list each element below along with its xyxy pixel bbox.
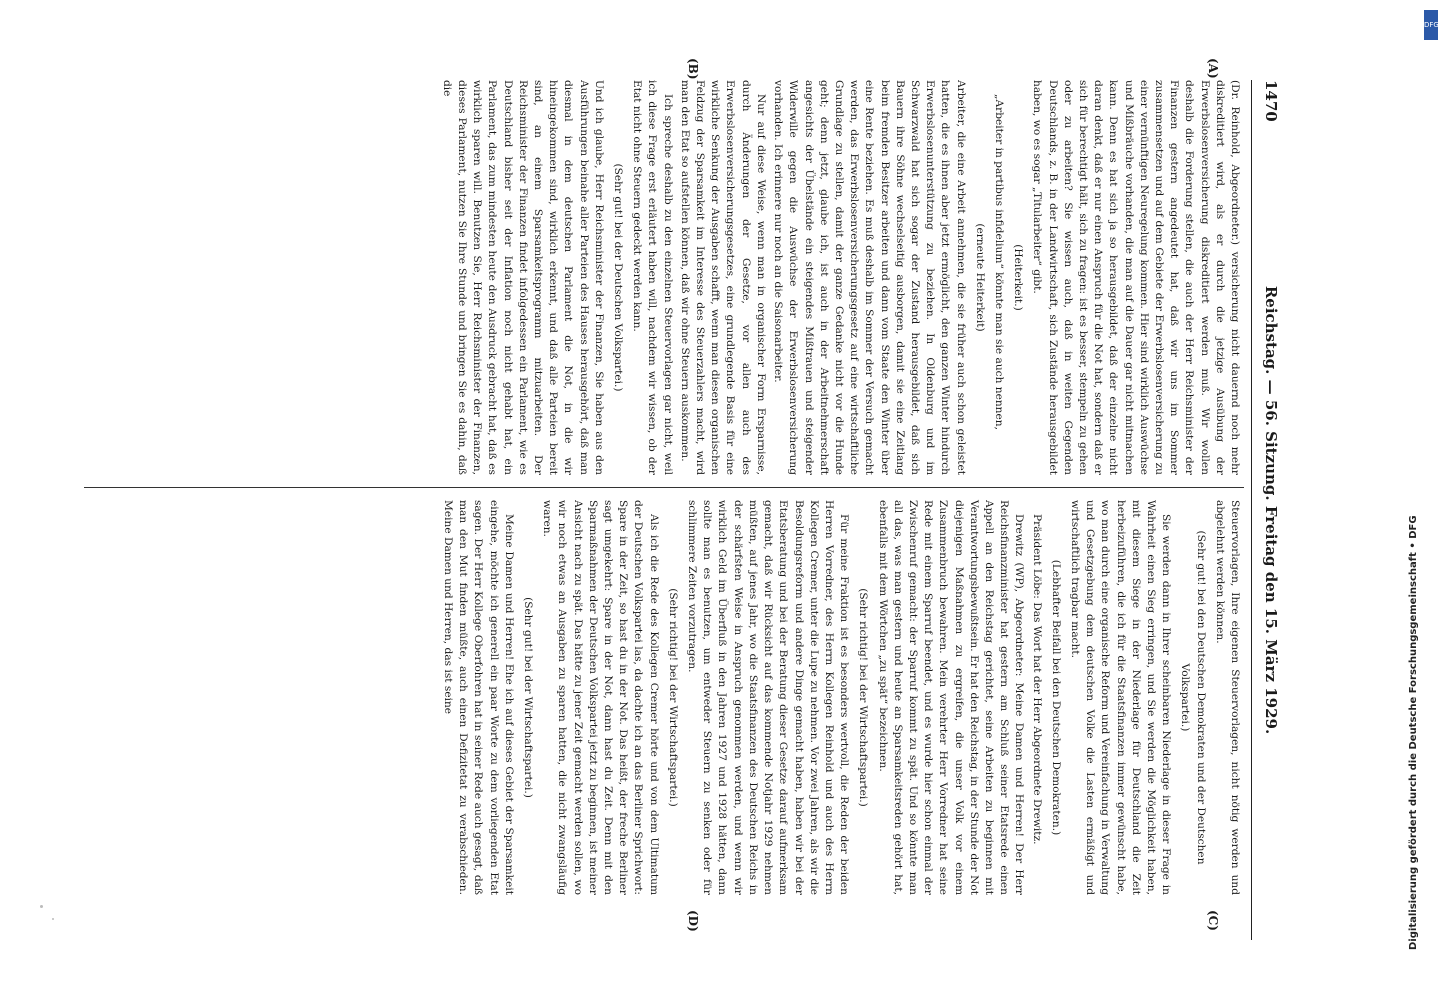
- left-text-column: [82, 80, 1242, 475]
- paragraph: Ich spreche deshalb zu den einzelnen Steuervorlagen gar nicht, weil ich diese Frage erst erläutert haben will, nachdem wir wissen, ob der Etat nicht ohne Steuern gedeckt werden kann.: [631, 80, 674, 475]
- paragraph: Sie werden dann in Ihrer scheinbaren Niederlage in dieser Frage in Wahrheit einen Sieg erringen, und Sie werden die Möglichkeit haben, mit diesem Siege in der Niederlage für Deutschland die Zeit herbeizuführen, die ich für die Staatsfinanzen immer gewünscht habe, wo man durch eine organische Reform und Vereinfachung in Verwaltung und Gesetzgebung dem deutschen Volke die Lasten ermäßigt und wirtschaftlich tragbar macht.: [1068, 500, 1173, 895]
- paragraph: Drewitz (WP), Abgeordneter: Meine Damen und Herren! Der Herr Reichsfinanzminister hat gestern am Schluß seiner Etatsrede einen Appell an den Reichstag gerichtet, seine Arbeiten zu beginnen mit Verantwortungsbewußtsein. Er hat den Reichstag, in der Stunde der Not diejenigen Maßnahmen zu ergreifen, die unser Volk vor einem Zusammenbruch bewahren. Mein verehrter Herr Vorredner hat seine Rede mit einem Sparruf beendet, und es wurde hier schon einmal der Zwischenruf gemacht: der Sparruf kommt zu spät. Und so könnte man all das, was man gestern und heute an Sparsamkeitsreden gehört hat, ebenfalls mit dem Wörtchen „zu spät“ bezeichnen.: [876, 500, 1026, 895]
- page-number: 1470: [1262, 80, 1280, 122]
- right-text-column: [82, 500, 1242, 895]
- interjection: (Heiterkeit.): [1012, 244, 1025, 311]
- interjection: (Sehr gut! bei der Wirtschaftspartei.): [522, 597, 535, 798]
- paragraph: Meine Damen und Herren! Ehe ich auf dieses Gebiet der Sparsamkeit eingehe, möchte ich generell ein paar Worte zu dem vorliegenden Etat sagen. Der Herr Kollege Oberfohren hat in seiner Rede auch gesagt, daß man den Mut finden müßte, auch einen Defizitetat zu verabschieden. Meine Damen und Herren, das ist seine: [442, 500, 515, 895]
- dfg-logo: DFG: [1424, 10, 1438, 40]
- document-page: [60, 58, 1290, 940]
- paragraph: Arbeiter, die eine Arbeit annehmen, die sie früher auch schon geleistet hatten, die es ihnen aber jetzt ermöglicht, den ganzen Winter hindurch Erwerbslosenunterstützung zu beziehen. In Oldenburg und im Schwarzwald hat sich sogar der Zustand herausgebildet, daß sich Bauern ihre Söhne wechselseitig ausborgen, damit sie eine Zeitlang beim fremden Besitzer arbeiten und dann vom Staate den Winter über eine Rente beziehen. Es muß deshalb im Sommer der Versuch gemacht werden, das Erwerbslosenversicherungsgesetz auf eine wirtschaftliche Grundlage zu stellen, damit der ganze Gedanke nicht vor die Hunde geht; denn jetzt, glaube ich, ist auch in der Arbeitnehmerschaft angesichts der Übelstände ein steigendes Mißtrauen und steigender Widerwille gegen die Auswüchse der Erwerbslosenversicherung vorhanden. Ich erinnere nur noch an die Saisonarbeiter.: [772, 80, 967, 475]
- page-header: [1250, 80, 1290, 940]
- scan-speck: [40, 905, 43, 908]
- interjection: (Sehr gut! bei den Deutschen Demokraten und der Deutschen Volkspartei.): [1179, 530, 1207, 865]
- margin-mark-c: (C): [1206, 910, 1220, 931]
- paragraph: (Dr. Reinhold, Abgeordneter.) versicherung nicht dauernd noch mehr diskreditiert wird, als er durch die jetzige Ausübung der Erwerbslosenversicherung diskreditiert werden muß. Wir wollen deshalb die Forderung stellen, die auch der Herr Reichsminister der Finanzen gestern angedeutet hat, daß wir uns im Sommer zusammensetzen und auf dem Gebiete der Erwerbslosenversicherung zu einer vernünftigen Neuregelung kommen. Hier sind wirklich Auswüchse und Mißbräuche vorhanden, die man auf die Dauer gar nicht mitmachen kann. Denn es hat sich ja so herausgebildet, daß der einzelne nicht daran denkt, daß er nur einen Anspruch für die Not hat, sondern daß er sich für berechtigt hält, sich zu fragen: ist es besser, stempeln zu gehen oder zu arbeiten? Sie wissen auch, daß in weiten Gegenden Deutschlands, z. B. in der Landwirtschaft, sich Zustände herausgebildet haben, wo es sogar „Titularbeiter“ gibt.: [1031, 80, 1241, 475]
- interjection: (Sehr gut! bei der Deutschen Volkspartei.): [612, 163, 625, 392]
- page-title: Reichstag. — 56. Sitzung. Freitag den 15. März 1929.: [1262, 285, 1280, 735]
- margin-mark-d: (D): [686, 910, 700, 932]
- paragraph: Für meine Fraktion ist es besonders wertvoll, die Reden der beiden Herren Vorredner, des Herrn Kollegen Reinhold und auch des Herrn Kollegen Cremer, unter die Lupe zu nehmen. Vor zwei Jahren, als wir die Besoldungsreform und andere Dinge gemacht haben, haben wir bei der Etatsberatung und bei der Beratung dieser Gesetze darauf aufmerksam gemacht, daß wir Rücksicht auf das kommende Notjahr 1929 nehmen müßten, auf jenes Jahr, wo die Staatsfinanzen des Deutschen Reichs in der schärfsten Weise in Anspruch genommen werden, und wenn wir wirklich Geld im Überfluß in den Jahren 1927 und 1928 hätten, dann sollte man es benutzen, um entweder Steuern zu senken oder für schlimmere Zeiten vorzutragen.: [686, 500, 851, 895]
- margin-mark-b: (B): [686, 58, 700, 80]
- paragraph: „Arbeiter in partibus infidelium“ könnte man sie auch nennen,: [992, 94, 1005, 430]
- scan-speck: [52, 918, 54, 920]
- interjection: (Lebhafter Beifall bei den Deutschen Demokraten.): [1049, 559, 1062, 836]
- interjection: (erneute Heiterkeit): [973, 223, 986, 332]
- interjection: (Sehr richtig! bei der Wirtschaftspartei.): [666, 588, 679, 807]
- interjection: (Sehr richtig! bei der Wirtschaftspartei.): [857, 588, 870, 807]
- header-rule: [1251, 80, 1252, 940]
- margin-mark-a: (A): [1206, 58, 1220, 79]
- paragraph: Nur auf diese Weise, wenn man in organischer Form Ersparnisse, durch Änderungen der Gesetze, vor allen auch des Erwerbslosenversicherungsgesetzes, eine grundlegende Basis für eine wirkliche Senkung der Ausgaben schafft, wenn man diesen organischen Feldzug der Sparsamkeit im Interesse des Steuerzahlers macht, wird man den Etat so aufstellen können, daß wir ohne Steuern auskommen.: [678, 80, 767, 475]
- paragraph: Steuervorlagen, Ihre eigenen Steuervorlagen, nicht nötig werden und abgelehnt werden können.: [1213, 500, 1241, 895]
- digitization-credit: Digitalisierung gefördert durch die Deutsche Forschungsgemeinschaft • DFG: [1408, 515, 1419, 950]
- paragraph: Als ich die Rede des Kollegen Cremer hörte und von dem Ultimatum der Deutschen Volkspartei las, da dachte ich an das Berliner Sprichwort: Spare in der Zeit, so hast du in der Not. Das heißt, der freche Berliner sagt umgekehrt: Spare in der Not, dann hast du Zeit. Denn mit den Sparmaßnahmen der Deutschen Volkspartei jetzt zu beginnen, ist meiner Ansicht nach zu spät. Das hätte zu jener Zeit gemacht werden sollen, wo wir noch etwas an Ausgaben zu sparen hatten, die nicht zwangsläufig waren.: [541, 500, 660, 895]
- paragraph: Präsident Löbe: Das Wort hat der Herr Abgeordnete Drewitz.: [1030, 514, 1043, 845]
- column-divider: [84, 487, 1244, 488]
- paragraph: Und ich glaube, Herr Reichsminister der Finanzen, Sie haben aus den Ausführungen beinahe aller Parteien des Hauses herausgehört, daß man diesmal in dem deutschen Parlament die Not, in die wir hineingekommen sind, wirklich erkennt, und daß alle Parteien bereit sind, an einem Sparsamkeitsprogramm mitzuarbeiten. Der Reichsminister der Finanzen findet infolgedessen ein Parlament, wie es Deutschland bisher seit der Inflation noch nicht gehabt hat, ein Parlament, das zum mindesten heute den Ausdruck gebracht hat, daß es wirklich sparen will. Benutzen Sie, Herr Reichsminister der Finanzen, dieses Parlament, nutzen Sie Ihre Stunde und bringen Sie es dahin, daß die: [440, 80, 605, 475]
